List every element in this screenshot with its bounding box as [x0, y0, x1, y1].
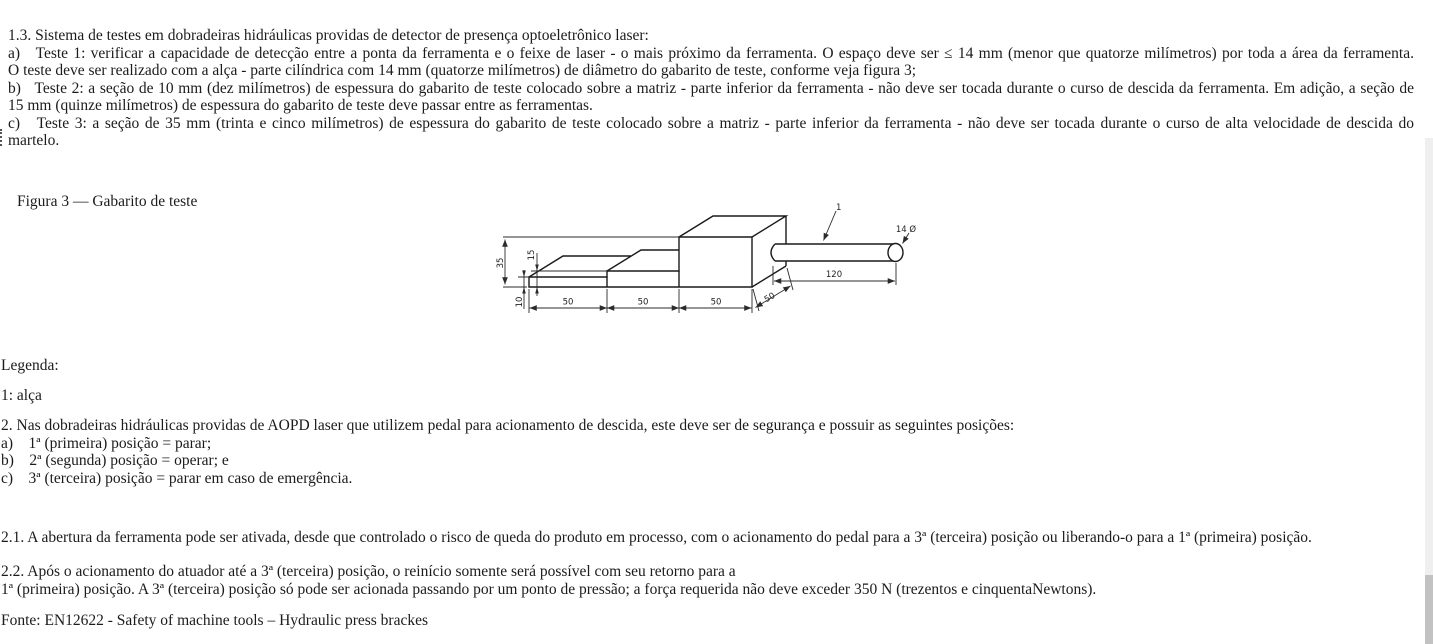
section-2-item-b: b) 2ª (segunda) posição = operar; e — [1, 452, 229, 469]
test-1-line-2: O teste deve ser realizado com a alça - parte cilíndrica com 14 mm (quatorze milímetros) de diâmetro do gabarito de teste, conforme veja figura 3; — [8, 62, 917, 79]
section-2-2-line-2: 1ª (primeira) posição. A 3ª (terceira) posição só pode ser acionada passando por um ponto de pressão; a força requerida não deve exceder 350 N (trezentos e cinquentaNewtons). — [1, 580, 1097, 598]
test-2-line-2: 15 mm (quinze milímetros) de espessura do gabarito de teste deve passar entre as ferramentas. — [8, 97, 593, 114]
gauge-handle-cylinder — [771, 244, 903, 262]
dim-label-50-1: 50 — [562, 297, 574, 308]
legend-item-1: 1: alça — [1, 387, 42, 404]
dim-label-50-2: 50 — [637, 297, 649, 308]
section-1-3-heading: 1.3. Sistema de testes em dobradeiras hidráulicas providas de detector de presença optoeletrônico laser: — [8, 27, 649, 44]
vertical-scrollbar-track[interactable] — [1425, 138, 1433, 644]
section-2-item-a: a) 1ª (primeira) posição = parar; — [1, 434, 212, 452]
test-gauge-body — [529, 216, 786, 287]
test-3-line-1: c) Teste 3: a seção de 35 mm (trinta e cinco milímetros) de espessura do gabarito de teste colocado sobre a matriz - parte inferior da ferramenta - não deve ser tocada durante o curso de alta velocidade de descida do — [8, 114, 1414, 132]
callout-label-1: 1 — [836, 203, 842, 213]
section-2-2 — [1, 563, 1414, 598]
dim-label-50-depth: 50 — [762, 290, 778, 306]
dim-label-14-diameter: 14 Ø — [895, 225, 917, 235]
dim-label-15: 15 — [527, 249, 537, 261]
section-2 — [1, 417, 1414, 487]
dim-label-50-3: 50 — [710, 297, 722, 308]
section-1-3 — [8, 27, 1414, 150]
vertical-scrollbar-thumb[interactable] — [1425, 575, 1433, 644]
section-2-2-line-1: 2.2. Após o acionamento do atuador até a 3ª (terceira) posição, o reinício somente será possível com seu retorno para a — [1, 563, 736, 580]
section-2-1: 2.1. A abertura da ferramenta pode ser ativada, desde que controlado o risco de queda do produto em processo, com o acionamento do pedal para a 3ª (terceira) posição ou liberando-o para a 1ª (primeira) posição. — [1, 529, 1312, 546]
figure-3-caption: Figura 3 — Gabarito de teste — [17, 193, 198, 210]
dimension-arrowheads — [522, 265, 539, 294]
test-1-line-1: a) Teste 1: verificar a capacidade de detecção entre a ponta da ferramenta e o feixe de laser - o mais próximo da ferramenta. O espaço deve ser ≤ 14 mm (menor que quatorze milímetros) por toda a área da ferramenta. — [8, 44, 1414, 62]
figure-3-drawing — [470, 195, 950, 340]
text-cursor — [0, 129, 2, 146]
dim-label-120: 120 — [825, 270, 843, 280]
legend-title: Legenda: — [1, 357, 59, 374]
dim-label-35: 35 — [496, 257, 506, 269]
section-2-intro: 2. Nas dobradeiras hidráulicas providas de AOPD laser que utilizem pedal para acionamento de descida, este deve ser de segurança e possuir as seguintes posições: — [1, 417, 1015, 434]
section-2-item-c: c) 3ª (terceira) posição = parar em caso de emergência. — [1, 469, 353, 487]
dim-label-10: 10 — [515, 296, 525, 308]
test-2-line-1: b) Teste 2: a seção de 10 mm (dez milímetros) de espessura do gabarito de teste colocado sobre a matriz - parte inferior da ferramenta - não deve ser tocada durante o curso de descida da ferramenta. Em adição, a seção de — [8, 79, 1414, 97]
source-reference: Fonte: EN12622 - Safety of machine tools – Hydraulic press brackes — [1, 612, 429, 629]
test-3-line-2: martelo. — [8, 132, 60, 149]
